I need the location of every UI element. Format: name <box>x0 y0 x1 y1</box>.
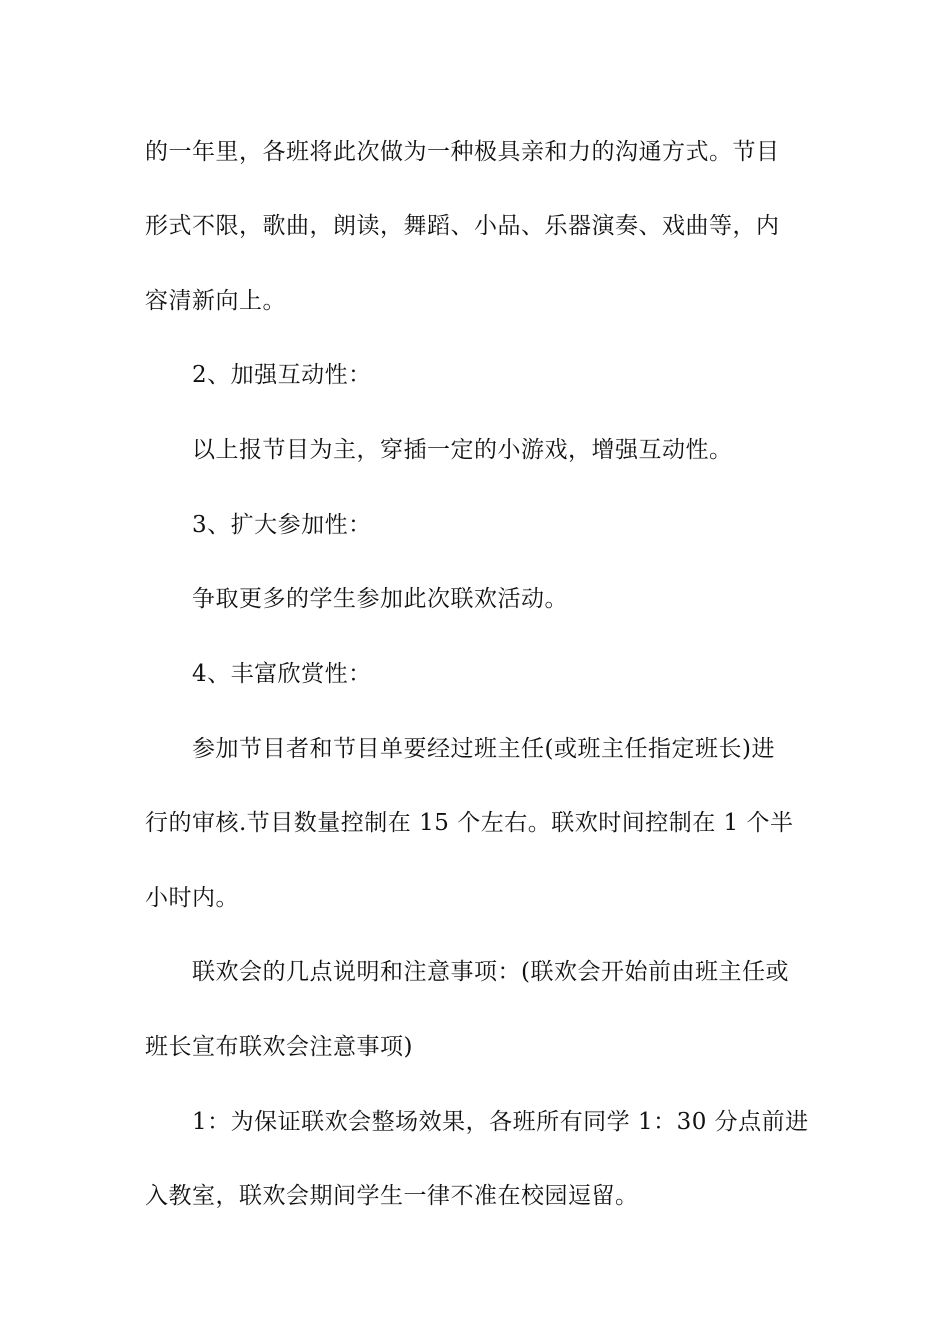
paragraph-line: 参加节目者和节目单要经过班主任(或班主任指定班长)进 <box>192 736 775 762</box>
paragraph-line: 小时内。 <box>145 885 239 911</box>
section-heading: 2、加强互动性： <box>192 362 372 388</box>
paragraph-line: 班长宣布联欢会注意事项) <box>145 1034 413 1060</box>
paragraph-line: 以上报节目为主，穿插一定的小游戏，增强互动性。 <box>192 437 733 463</box>
section-heading: 4、丰富欣赏性： <box>192 661 372 687</box>
paragraph-line: 行的审核.节目数量控制在 15 个左右。联欢时间控制在 1 个半 <box>145 810 794 836</box>
paragraph-line: 争取更多的学生参加此次联欢活动。 <box>192 586 568 612</box>
paragraph-line: 1：为保证联欢会整场效果，各班所有同学 1：30 分点前进 <box>192 1109 809 1135</box>
paragraph-line: 的一年里，各班将此次做为一种极具亲和力的沟通方式。节目 <box>145 139 780 165</box>
paragraph-line: 容清新向上。 <box>145 288 286 314</box>
section-heading: 3、扩大参加性： <box>192 512 372 538</box>
paragraph-line: 入教室，联欢会期间学生一律不准在校园逗留。 <box>145 1183 639 1209</box>
paragraph-line: 联欢会的几点说明和注意事项：(联欢会开始前由班主任或 <box>192 959 789 985</box>
paragraph-line: 形式不限，歌曲，朗读，舞蹈、小品、乐器演奏、戏曲等，内 <box>145 213 780 239</box>
